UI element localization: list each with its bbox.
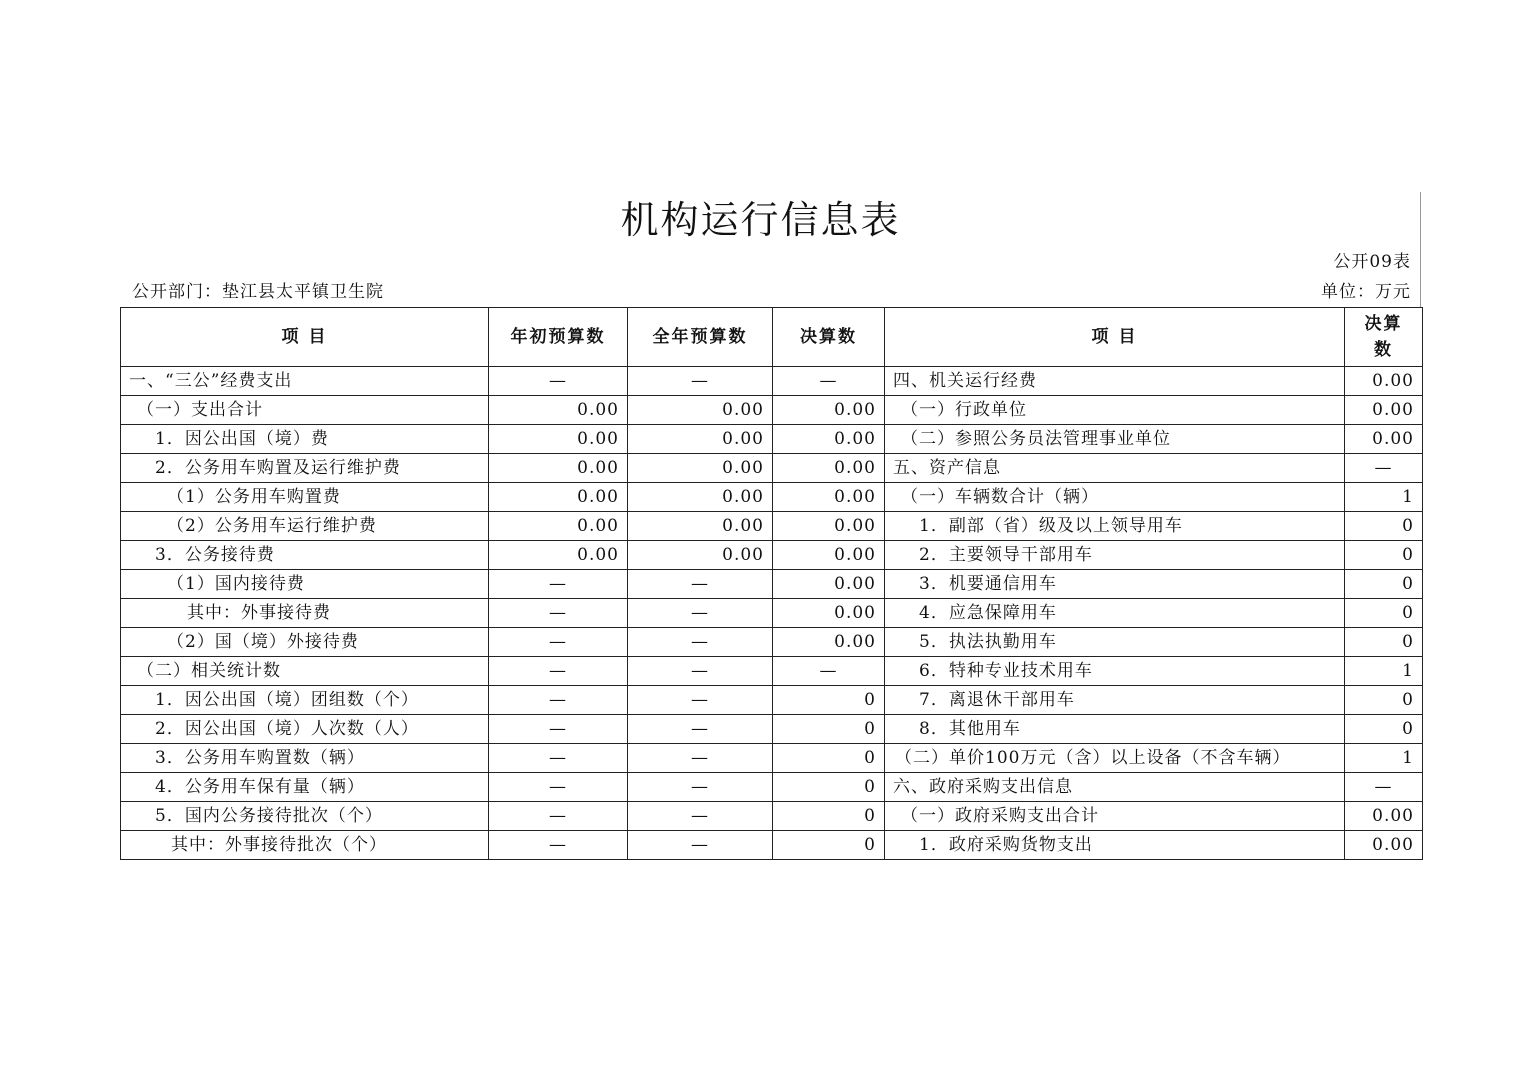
header-item-left: 项 目 bbox=[121, 308, 489, 367]
cell-final: 0.00 bbox=[773, 396, 885, 425]
table-row bbox=[121, 831, 1423, 860]
cell-budget-initial: — bbox=[489, 628, 628, 657]
row-label-right: 4．应急保障用车 bbox=[885, 599, 1345, 628]
cell-final-right: — bbox=[1345, 454, 1423, 483]
row-label-right: 5．执法执勤用车 bbox=[885, 628, 1345, 657]
row-label: 2．因公出国（境）人次数（人） bbox=[121, 715, 489, 744]
table-row bbox=[121, 454, 1423, 483]
row-label-right: （二）单价100万元（含）以上设备（不含车辆） bbox=[885, 744, 1345, 773]
cell-budget-initial: 0.00 bbox=[489, 483, 628, 512]
cell-final: 0.00 bbox=[773, 541, 885, 570]
table-header-row bbox=[121, 308, 1423, 367]
table-row bbox=[121, 570, 1423, 599]
cell-budget-initial: — bbox=[489, 802, 628, 831]
row-label-right: 六、政府采购支出信息 bbox=[885, 773, 1345, 802]
cell-budget-full: — bbox=[628, 657, 773, 686]
cell-final-right: 0 bbox=[1345, 686, 1423, 715]
cell-final-right: — bbox=[1345, 773, 1423, 802]
cell-final: 0 bbox=[773, 831, 885, 860]
cell-final: 0 bbox=[773, 773, 885, 802]
cell-final-right: 0.00 bbox=[1345, 396, 1423, 425]
table-row bbox=[121, 802, 1423, 831]
row-label-right: 1．副部（省）级及以上领导用车 bbox=[885, 512, 1345, 541]
page-title: 机构运行信息表 bbox=[620, 198, 901, 242]
row-label: （1）公务用车购置费 bbox=[121, 483, 489, 512]
cell-final: 0 bbox=[773, 802, 885, 831]
header-budget-initial: 年初预算数 bbox=[489, 308, 628, 367]
cell-budget-initial: — bbox=[489, 599, 628, 628]
row-label-right: （一）政府采购支出合计 bbox=[885, 802, 1345, 831]
cell-final: 0 bbox=[773, 744, 885, 773]
row-label: 一、“三公”经费支出 bbox=[121, 367, 489, 396]
row-label: 5．国内公务接待批次（个） bbox=[121, 802, 489, 831]
table-row bbox=[121, 396, 1423, 425]
table-row bbox=[121, 657, 1423, 686]
row-label: 3．公务用车购置数（辆） bbox=[121, 744, 489, 773]
row-label-right: （一）车辆数合计（辆） bbox=[885, 483, 1345, 512]
cell-final: 0.00 bbox=[773, 454, 885, 483]
cell-budget-full: 0.00 bbox=[628, 425, 773, 454]
cell-final-right: 0 bbox=[1345, 628, 1423, 657]
cell-budget-initial: — bbox=[489, 715, 628, 744]
cell-final-right: 0.00 bbox=[1345, 425, 1423, 454]
cell-final: 0 bbox=[773, 715, 885, 744]
cell-final-right: 0 bbox=[1345, 512, 1423, 541]
cell-budget-initial: 0.00 bbox=[489, 541, 628, 570]
row-label: 4．公务用车保有量（辆） bbox=[121, 773, 489, 802]
cell-final-right: 1 bbox=[1345, 483, 1423, 512]
row-label: （2）公务用车运行维护费 bbox=[121, 512, 489, 541]
cell-budget-full: — bbox=[628, 686, 773, 715]
unit-label: 单位：万元 bbox=[1321, 282, 1411, 302]
cell-budget-initial: 0.00 bbox=[489, 454, 628, 483]
table-row bbox=[121, 599, 1423, 628]
cell-final: 0.00 bbox=[773, 483, 885, 512]
header-final-right: 决算数 bbox=[1345, 308, 1423, 367]
cell-final-right: 0.00 bbox=[1345, 831, 1423, 860]
row-label: 2．公务用车购置及运行维护费 bbox=[121, 454, 489, 483]
row-label-right: 五、资产信息 bbox=[885, 454, 1345, 483]
cell-budget-initial: — bbox=[489, 686, 628, 715]
row-label-right: 3．机要通信用车 bbox=[885, 570, 1345, 599]
table-row bbox=[121, 628, 1423, 657]
table-row bbox=[121, 715, 1423, 744]
cell-final-right: 1 bbox=[1345, 744, 1423, 773]
header-item-right: 项 目 bbox=[885, 308, 1345, 367]
cell-budget-initial: 0.00 bbox=[489, 512, 628, 541]
row-label-right: 1．政府采购货物支出 bbox=[885, 831, 1345, 860]
cell-budget-initial: 0.00 bbox=[489, 425, 628, 454]
row-label-right: 6．特种专业技术用车 bbox=[885, 657, 1345, 686]
cell-final: 0.00 bbox=[773, 425, 885, 454]
cell-budget-initial: — bbox=[489, 744, 628, 773]
cell-budget-full: — bbox=[628, 628, 773, 657]
cell-final: 0.00 bbox=[773, 512, 885, 541]
department-label: 公开部门：垫江县太平镇卫生院 bbox=[132, 282, 384, 302]
cell-final-right: 0.00 bbox=[1345, 367, 1423, 396]
cell-budget-initial: — bbox=[489, 657, 628, 686]
cell-budget-initial: — bbox=[489, 831, 628, 860]
row-label: 1．因公出国（境）团组数（个） bbox=[121, 686, 489, 715]
cell-budget-full: — bbox=[628, 802, 773, 831]
row-label-right: （二）参照公务员法管理事业单位 bbox=[885, 425, 1345, 454]
info-table bbox=[120, 307, 1423, 860]
cell-budget-initial: 0.00 bbox=[489, 396, 628, 425]
cell-budget-initial: — bbox=[489, 773, 628, 802]
cell-final: 0 bbox=[773, 686, 885, 715]
row-label: （1）国内接待费 bbox=[121, 570, 489, 599]
row-label: （2）国（境）外接待费 bbox=[121, 628, 489, 657]
cell-budget-full: 0.00 bbox=[628, 483, 773, 512]
cell-final: — bbox=[773, 367, 885, 396]
cell-budget-initial: — bbox=[489, 570, 628, 599]
row-label-right: 2．主要领导干部用车 bbox=[885, 541, 1345, 570]
table-row bbox=[121, 483, 1423, 512]
cell-final-right: 0 bbox=[1345, 570, 1423, 599]
cell-budget-full: 0.00 bbox=[628, 454, 773, 483]
form-number: 公开09表 bbox=[1333, 252, 1411, 272]
cell-final: 0.00 bbox=[773, 599, 885, 628]
cell-budget-full: 0.00 bbox=[628, 541, 773, 570]
table-row bbox=[121, 686, 1423, 715]
row-label-right: 8．其他用车 bbox=[885, 715, 1345, 744]
cell-final-right: 0 bbox=[1345, 715, 1423, 744]
cell-budget-full: — bbox=[628, 599, 773, 628]
cell-budget-full: — bbox=[628, 831, 773, 860]
cell-final-right: 0 bbox=[1345, 599, 1423, 628]
cell-final: — bbox=[773, 657, 885, 686]
cell-budget-full: 0.00 bbox=[628, 396, 773, 425]
table-row bbox=[121, 744, 1423, 773]
cell-budget-initial: — bbox=[489, 367, 628, 396]
cell-budget-full: 0.00 bbox=[628, 512, 773, 541]
cell-final: 0.00 bbox=[773, 628, 885, 657]
table-row bbox=[121, 425, 1423, 454]
table-row bbox=[121, 512, 1423, 541]
cell-final: 0.00 bbox=[773, 570, 885, 599]
cell-budget-full: — bbox=[628, 715, 773, 744]
row-label: 其中：外事接待费 bbox=[121, 599, 489, 628]
cell-budget-full: — bbox=[628, 367, 773, 396]
row-label-right: 7．离退休干部用车 bbox=[885, 686, 1345, 715]
row-label-right: （一）行政单位 bbox=[885, 396, 1345, 425]
row-label: 3．公务接待费 bbox=[121, 541, 489, 570]
table-row bbox=[121, 541, 1423, 570]
row-label-right: 四、机关运行经费 bbox=[885, 367, 1345, 396]
row-label: 其中：外事接待批次（个） bbox=[121, 831, 489, 860]
cell-budget-full: — bbox=[628, 744, 773, 773]
cell-budget-full: — bbox=[628, 773, 773, 802]
row-label: （二）相关统计数 bbox=[121, 657, 489, 686]
table-row bbox=[121, 773, 1423, 802]
cell-final-right: 1 bbox=[1345, 657, 1423, 686]
cell-budget-full: — bbox=[628, 570, 773, 599]
table-row bbox=[121, 367, 1423, 396]
row-label: （一）支出合计 bbox=[121, 396, 489, 425]
cell-final-right: 0.00 bbox=[1345, 802, 1423, 831]
header-final-left: 决算数 bbox=[773, 308, 885, 367]
header-budget-full: 全年预算数 bbox=[628, 308, 773, 367]
row-label: 1．因公出国（境）费 bbox=[121, 425, 489, 454]
cell-final-right: 0 bbox=[1345, 541, 1423, 570]
